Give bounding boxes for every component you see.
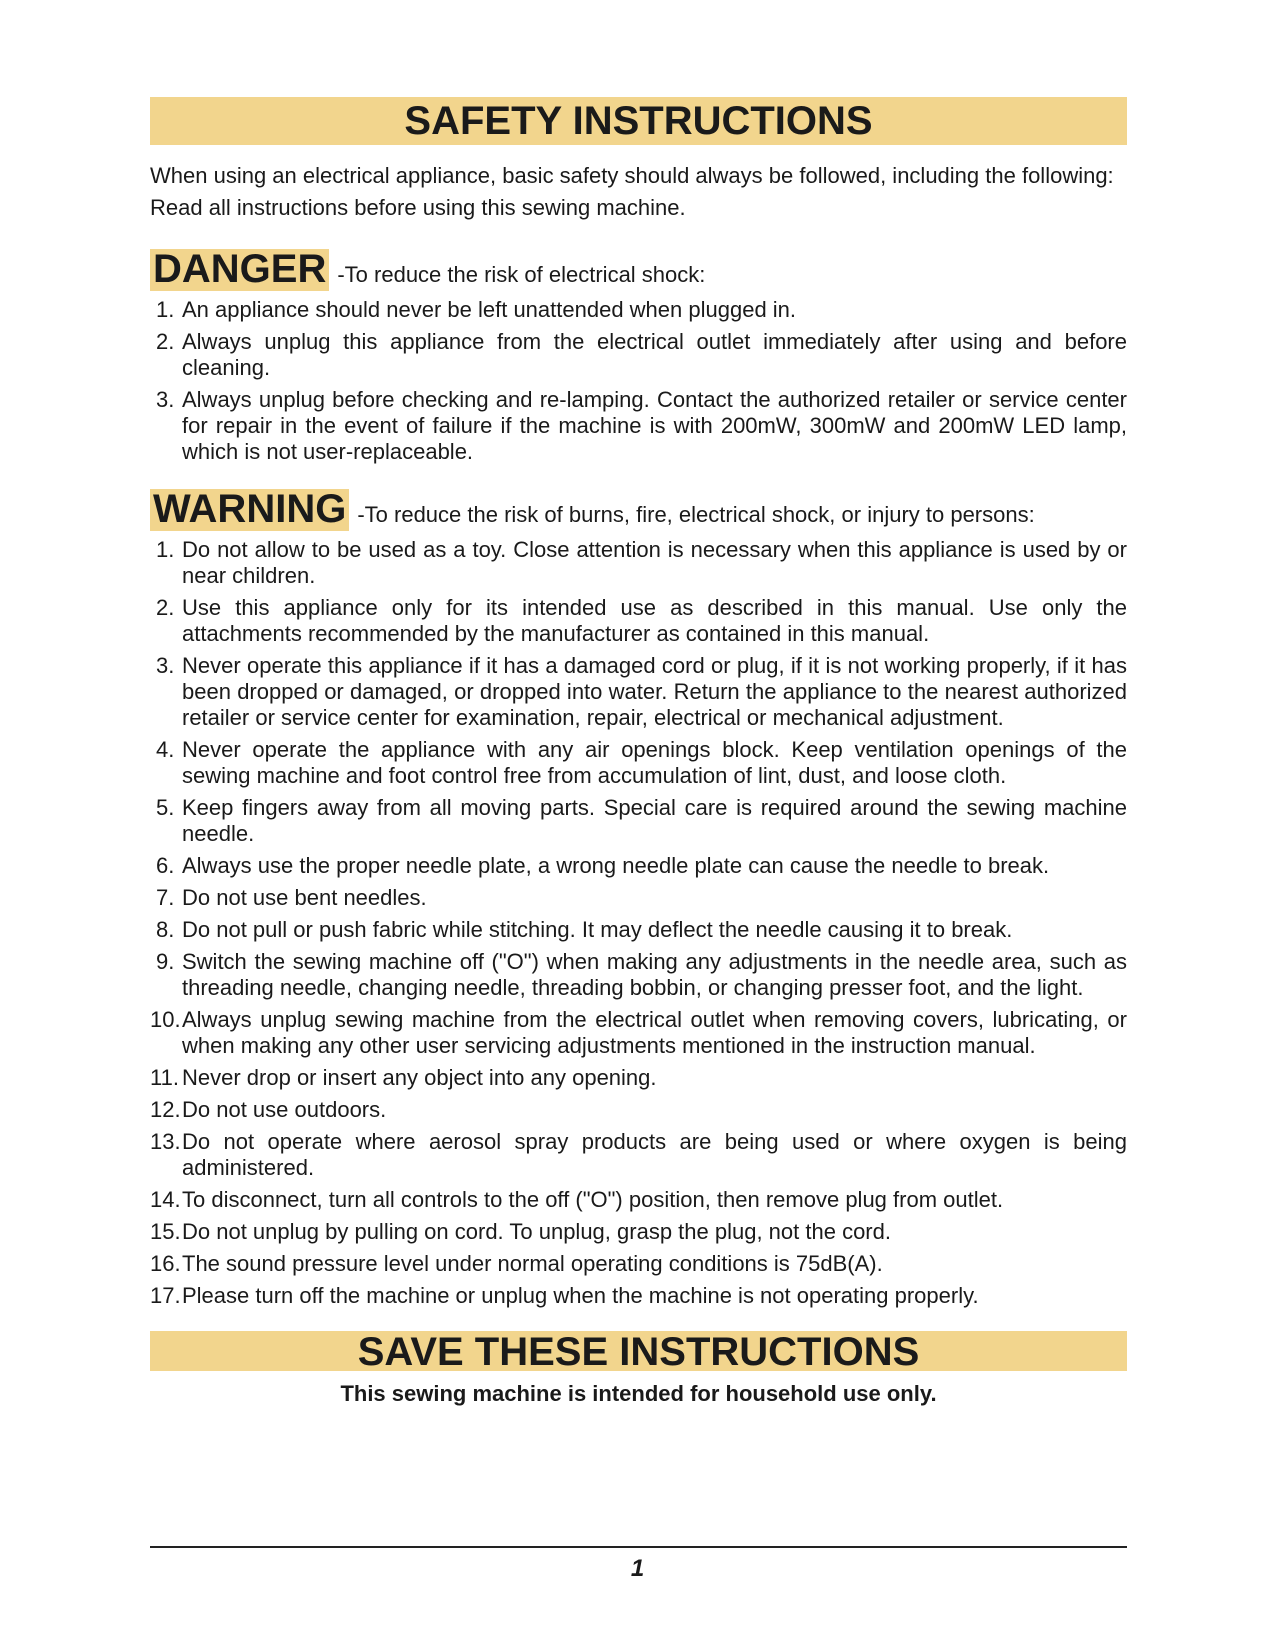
warning-heading	[150, 489, 1127, 531]
warning-item-number: 4.	[156, 737, 175, 762]
warning-item	[150, 1065, 1127, 1091]
warning-item	[150, 1007, 1127, 1059]
warning-item-number: 5.	[156, 795, 175, 820]
warning-item-number: 17.	[150, 1283, 181, 1308]
intro	[150, 163, 1127, 221]
danger-label: DANGER	[150, 249, 329, 291]
warning-item	[150, 1251, 1127, 1277]
danger-description: -To reduce the risk of electrical shock:	[337, 262, 706, 287]
danger-item-text: Always unplug before checking and re-lamping. Contact the authorized retailer or service center for repair in the event of failure if the machine is with 200mW, 300mW and 200mW LED lamp, which is not user-replaceable.	[182, 387, 1127, 464]
page-title: SAFETY INSTRUCTIONS	[150, 97, 1127, 145]
danger-item-text: An appliance should never be left unattended when plugged in.	[182, 297, 797, 322]
warning-item-number: 15.	[150, 1219, 181, 1244]
warning-item	[150, 795, 1127, 847]
warning-item-number: 11.	[150, 1065, 179, 1090]
warning-item	[150, 1097, 1127, 1123]
warning-item	[150, 1187, 1127, 1213]
warning-item-number: 13.	[150, 1129, 181, 1154]
warning-item	[150, 1219, 1127, 1245]
footer-divider	[150, 1546, 1127, 1548]
danger-heading	[150, 249, 1127, 291]
warning-item	[150, 949, 1127, 1001]
warning-item	[150, 853, 1127, 879]
warning-item-text: Do not operate where aerosol spray products are being used or where oxygen is being administered.	[182, 1129, 1127, 1180]
warning-item	[150, 885, 1127, 911]
save-instructions-title: SAVE THESE INSTRUCTIONS	[150, 1331, 1127, 1371]
warning-item-text: Always unplug sewing machine from the electrical outlet when removing covers, lubricating, or when making any other user servicing adjustments mentioned in the instruction manual.	[182, 1007, 1127, 1058]
warning-item	[150, 537, 1127, 589]
danger-item-number: 2.	[156, 329, 175, 354]
warning-item-number: 2.	[156, 595, 175, 620]
warning-item	[150, 653, 1127, 731]
warning-item	[150, 595, 1127, 647]
warning-item-number: 1.	[156, 537, 175, 562]
intro-line-2: Read all instructions before using this sewing machine.	[150, 195, 686, 220]
intro-line-1: When using an electrical appliance, basic safety should always be followed, including the following:	[150, 163, 1114, 188]
warning-item-text: Use this appliance only for its intended use as described in this manual. Use only the attachments recommended by the manufacturer as contained in this manual.	[182, 595, 1127, 646]
warning-item-text: Do not use bent needles.	[182, 885, 427, 910]
warning-item-number: 3.	[156, 653, 175, 678]
warning-item	[150, 917, 1127, 943]
warning-item-number: 12.	[150, 1097, 181, 1122]
danger-item	[150, 329, 1127, 381]
danger-item-number: 3.	[156, 387, 175, 412]
warning-item-text: Keep fingers away from all moving parts. Special care is required around the sewing machine needle.	[182, 795, 1127, 846]
warning-item-number: 8.	[156, 917, 175, 942]
warning-item	[150, 737, 1127, 789]
danger-item	[150, 387, 1127, 465]
warning-label: WARNING	[150, 489, 349, 531]
warning-item-number: 7.	[156, 885, 175, 910]
warning-item-text: Never operate this appliance if it has a damaged cord or plug, if it is not working properly, if it has been dropped or damaged, or dropped into water. Return the appliance to the nearest authorized retailer or service center for examination, repair, electrical or mechanical adjustment.	[182, 653, 1127, 730]
household-note: This sewing machine is intended for household use only.	[340, 1381, 937, 1406]
warning-item-text: To disconnect, turn all controls to the off ("O") position, then remove plug from outlet.	[182, 1187, 1004, 1212]
warning-item-number: 16.	[150, 1251, 181, 1276]
danger-item	[150, 297, 1127, 323]
warning-section	[150, 489, 1127, 1309]
warning-item-number: 14.	[150, 1187, 181, 1212]
warning-description: -To reduce the risk of burns, fire, electrical shock, or injury to persons:	[357, 502, 1035, 527]
warning-item-number: 6.	[156, 853, 175, 878]
warning-item-text: Please turn off the machine or unplug when the machine is not operating properly.	[182, 1283, 979, 1308]
warning-item-number: 10.	[150, 1007, 181, 1032]
warning-item-text: Switch the sewing machine off ("O") when making any adjustments in the needle area, such as threading needle, changing needle, threading bobbin, or changing presser foot, and the light.	[182, 949, 1127, 1000]
warning-item-text: Never drop or insert any object into any opening.	[182, 1065, 657, 1090]
warning-item-number: 9.	[156, 949, 175, 974]
warning-item-text: Do not unplug by pulling on cord. To unplug, grasp the plug, not the cord.	[182, 1219, 891, 1244]
warning-item	[150, 1129, 1127, 1181]
warning-item-text: Do not pull or push fabric while stitching. It may deflect the needle causing it to break.	[182, 917, 1013, 942]
danger-section	[150, 249, 1127, 465]
danger-item-text: Always unplug this appliance from the electrical outlet immediately after using and before cleaning.	[182, 329, 1127, 380]
warning-item-text: Do not allow to be used as a toy. Close attention is necessary when this appliance is used by or near children.	[182, 537, 1127, 588]
warning-item-text: Do not use outdoors.	[182, 1097, 387, 1122]
manual-page	[150, 97, 1127, 1407]
warning-item-text: The sound pressure level under normal operating conditions is 75dB(A).	[182, 1251, 883, 1276]
page-number: 1	[630, 1555, 645, 1582]
warning-item-text: Never operate the appliance with any air openings block. Keep ventilation openings of the sewing machine and foot control free from accumulation of lint, dust, and loose cloth.	[182, 737, 1127, 788]
danger-item-number: 1.	[156, 297, 175, 322]
warning-item-text: Always use the proper needle plate, a wrong needle plate can cause the needle to break.	[182, 853, 1050, 878]
warning-list	[150, 537, 1127, 1309]
danger-list	[150, 297, 1127, 465]
warning-item	[150, 1283, 1127, 1309]
